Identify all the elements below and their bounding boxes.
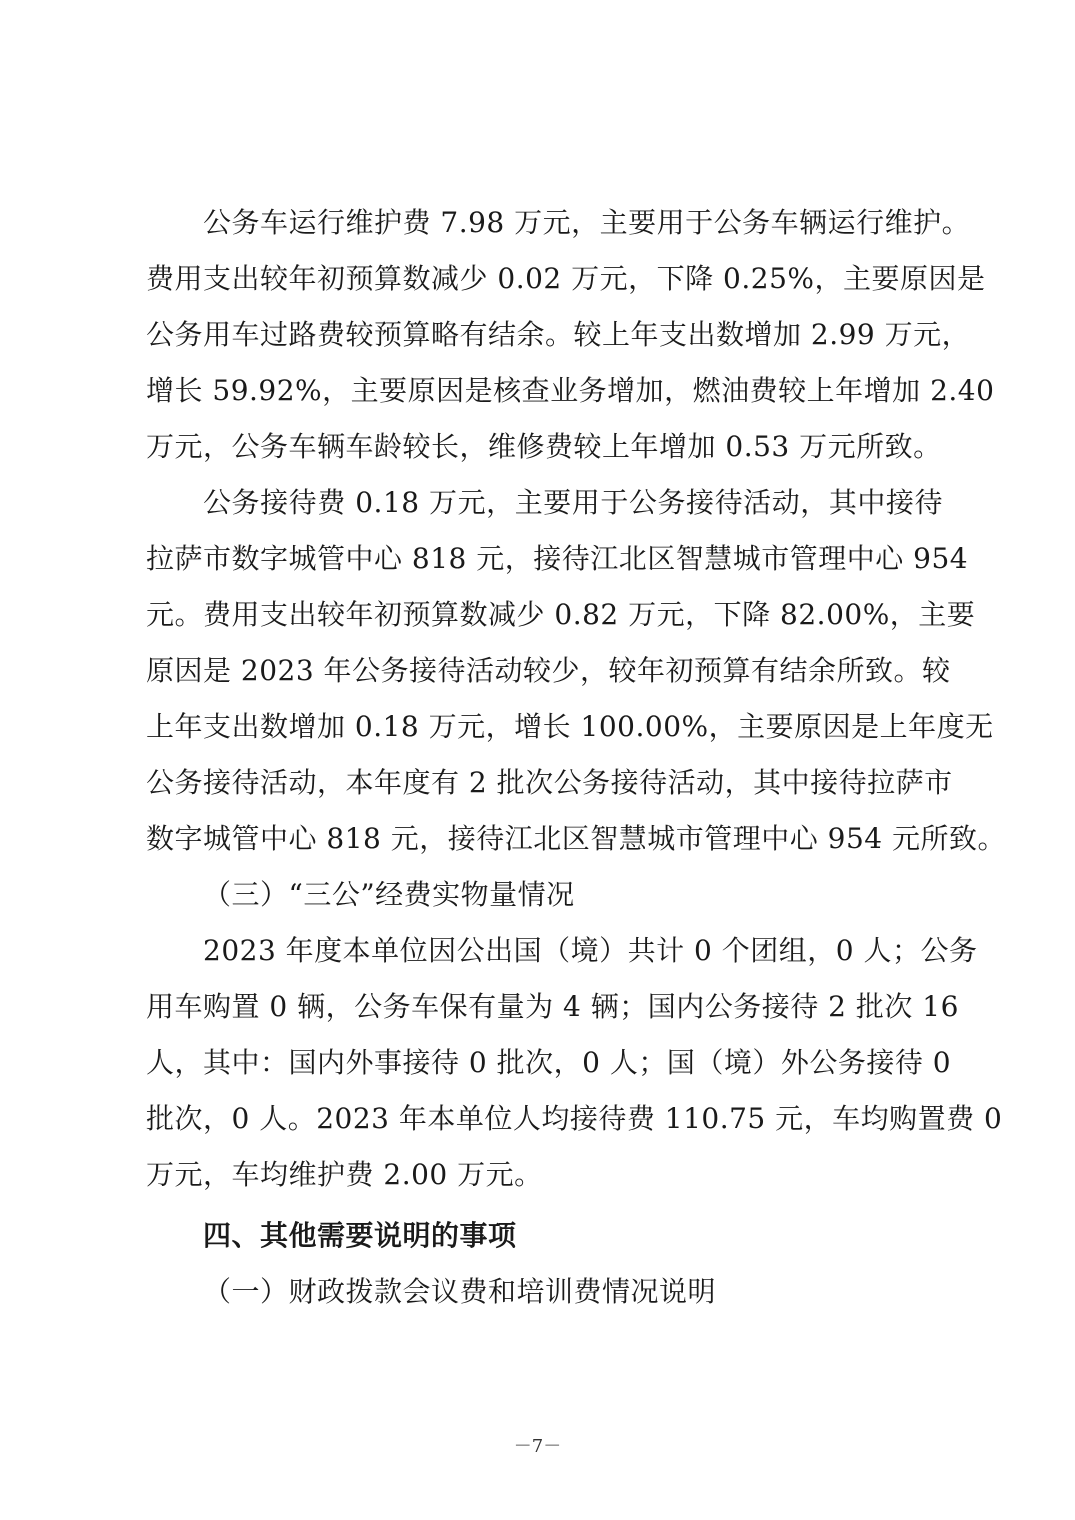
paragraph-3-line-3: 人，其中：国内外事接待 0 批次，0 人；国（境）外公务接待 0: [146, 1046, 952, 1079]
paragraph-2-line-6: 公务接待活动，本年度有 2 批次公务接待活动，其中接待拉萨市: [146, 766, 953, 799]
paragraph-2-line-1: 公务接待费 0.18 万元，主要用于公务接待活动，其中接待: [203, 486, 943, 519]
section-heading-four: 四、其他需要说明的事项: [203, 1219, 517, 1252]
subheading-three-public-expenses: （三）“三公”经费实物量情况: [203, 878, 575, 911]
paragraph-2-line-3: 元。费用支出较年初预算数减少 0.82 万元，下降 82.00%，主要: [146, 598, 976, 631]
paragraph-3-line-4: 批次，0 人。2023 年本单位人均接待费 110.75 元，车均购置费 0: [146, 1102, 1003, 1135]
paragraph-2-line-5: 上年支出数增加 0.18 万元，增长 100.00%，主要原因是上年度无: [146, 710, 994, 743]
paragraph-1-line-5: 万元，公务车辆车龄较长，维修费较上年增加 0.53 万元所致。: [146, 430, 942, 463]
paragraph-2-line-7: 数字城管中心 818 元，接待江北区智慧城市管理中心 954 元所致。: [146, 822, 1006, 855]
paragraph-1-line-1: 公务车运行维护费 7.98 万元，主要用于公务车辆运行维护。: [203, 206, 971, 239]
paragraph-3-line-2: 用车购置 0 辆，公务车保有量为 4 辆；国内公务接待 2 批次 16: [146, 990, 959, 1023]
paragraph-1-line-4: 增长 59.92%，主要原因是核查业务增加，燃油费较上年增加 2.40: [146, 374, 995, 407]
paragraph-3-line-5: 万元，车均维护费 2.00 万元。: [146, 1158, 543, 1191]
subheading-one-meeting-training: （一）财政拨款会议费和培训费情况说明: [203, 1275, 717, 1308]
paragraph-1-line-3: 公务用车过路费较预算略有结余。较上年支出数增加 2.99 万元，: [146, 318, 971, 351]
paragraph-2-line-2: 拉萨市数字城管中心 818 元，接待江北区智慧城市管理中心 954: [146, 542, 969, 575]
page-number: －7－: [513, 1436, 562, 1457]
paragraph-2-line-4: 原因是 2023 年公务接待活动较少，较年初预算有结余所致。较: [146, 654, 951, 687]
paragraph-3-line-1: 2023 年度本单位因公出国（境）共计 0 个团组，0 人；公务: [203, 934, 978, 967]
paragraph-1-line-2: 费用支出较年初预算数减少 0.02 万元，下降 0.25%，主要原因是: [146, 262, 986, 295]
